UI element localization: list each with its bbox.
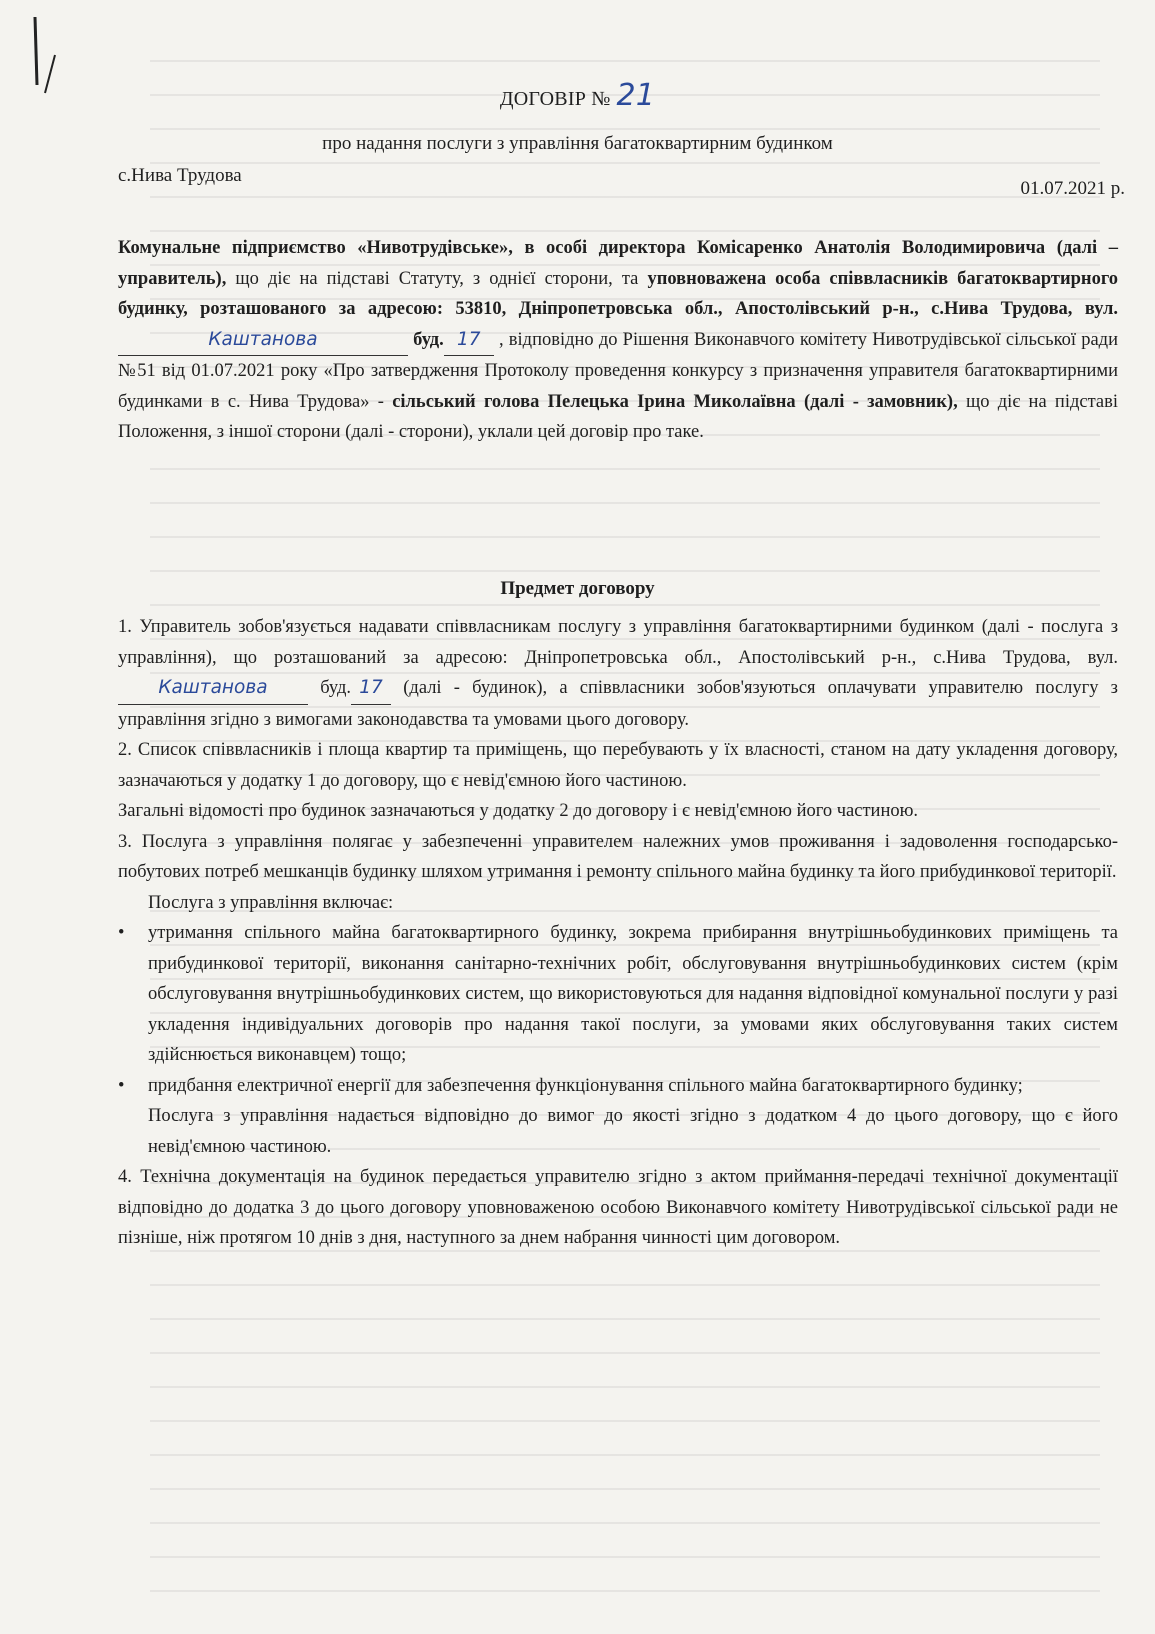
street-handwritten: Каштанова xyxy=(118,325,408,357)
list-item: • утримання спільного майна багатоквартирного будинку, зокрема прибирання внутрішньобудинкових приміщень та прибудинкової території, виконання санітарно-технічних робіт, обслуговування внутрішньобудинкових систем (крім обслуговування внутрішньобудинкових систем, що використовуються для надання відповідної комунальної послуги у разі укладення індивідуальних договорів про надання такої послуги, за умовами яких обслуговування таких систем здійснюється виконавцем) тощо; xyxy=(148,918,1118,1071)
section-title: Предмет договору xyxy=(500,578,655,599)
document-date: 01.07.2021 р. xyxy=(1020,178,1125,199)
includes-label: Послуга з управління включає: xyxy=(148,892,394,913)
document-subtitle: про надання послуги з управління багатоквартирним будинком xyxy=(322,133,833,154)
clause-1: 1. Управитель зобов'язується надавати співвласникам послугу з управління багатоквартирними будинком (далі - послуга з управління), що розташований за адресою: Дніпропетровська обл., Апостолівський р-н., с.Нива Трудова, вул.Каштанова буд. 17 (далі - будинок), а співвласники зобов'язуються оплачувати управителю послугу з управління згідно з вимогами законодавства та умовами цього договору. xyxy=(118,617,1118,730)
quality-clause: Послуга з управління надається відповідно до вимог до якості згідно з додатком 4 до цього договору, що є його невід'ємною частиною. xyxy=(148,1106,1118,1157)
contract-number-handwritten: 21 xyxy=(616,78,656,113)
contract-subject xyxy=(118,612,1118,1254)
clause-2: 2. Список співвласників і площа квартир та приміщень, що перебувають у їх власності, станом на дату укладення договору, зазначаються у додатку 1 до договору, що є невід'ємною його частиною. xyxy=(118,740,1118,791)
street-handwritten-2: Каштанова xyxy=(118,673,308,705)
document-title xyxy=(0,78,1155,113)
list-item: • придбання електричної енергії для забезпечення функціонування спільного майна багатоквартирного будинку; xyxy=(148,1071,1118,1102)
document-place: с.Нива Трудова xyxy=(118,165,242,186)
service-list xyxy=(118,918,1118,1101)
intro-paragraph: Комунальне підприємство «Нивотрудівське», в особі директора Комісаренко Анатолія Володимировича (далі – управитель), що діє на підставі Статуту, з однієї сторони, та уповноважена особа співвласників багатоквартирного будинку, розташованого за адресою: 53810, Дніпропетровська обл., Апостолівський р-н., с.Нива Трудова, вул.Каштанова буд. 17 , відповідно до Рішення Виконавчого комітету Нивотрудівської сільської ради №51 від 01.07.2021 року «Про затвердження Протоколу проведення конкурсу з призначення управителя багатоквартирними будинками в с. Нива Трудова» - сільський голова Пелецька Ірина Миколаївна (далі - замовник), що діє на підставі Положення, з іншої сторони (далі - сторони), уклали цей договір про таке. xyxy=(118,238,1119,442)
clause-2-general: Загальні відомості про будинок зазначаються у додатку 2 до договору і є невід'ємною його частиною. xyxy=(118,801,919,821)
house-number-handwritten: 17 xyxy=(444,325,494,357)
title-label: ДОГОВІР № xyxy=(499,88,611,110)
clause-3: 3. Послуга з управління полягає у забезпеченні управителем належних умов проживання і задоволення господарсько-побутових потреб мешканців будинку шляхом утримання і ремонту спільного майна будинку та його прибудинкової території. xyxy=(118,831,1118,882)
clause-4: 4. Технічна документація на будинок передається управителю згідно з актом приймання-передачі технічної документації відповідно до додатка 3 до цього договору уповноваженою особою Виконавчого комітету Нивотрудівської сільської ради не пізніше, ніж протягом 10 днів з дня, наступного за днем набрання чинності цим договором. xyxy=(118,1167,1118,1248)
house-number-handwritten-2: 17 xyxy=(351,673,391,705)
